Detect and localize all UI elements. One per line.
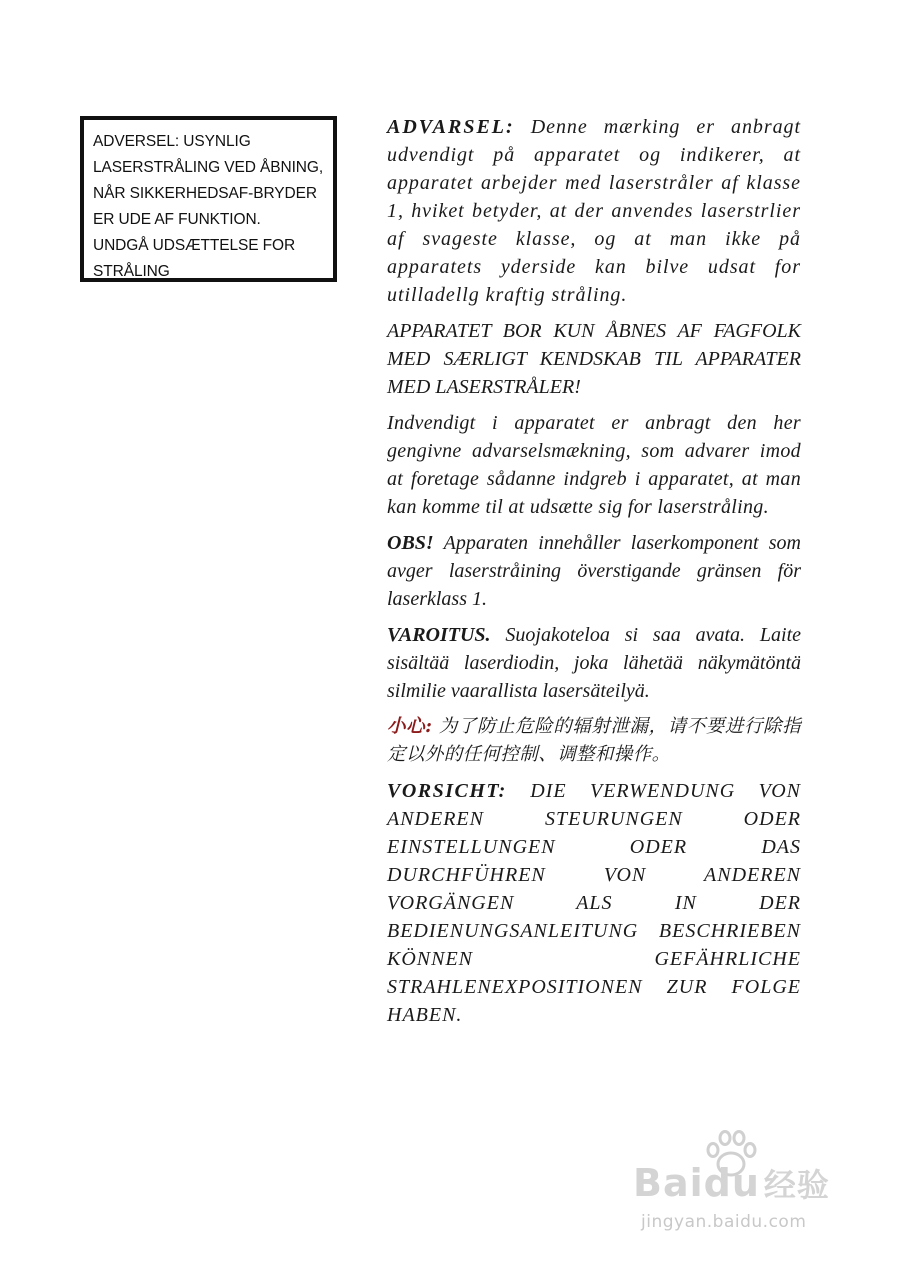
vorsicht-line: STRAHLENEXPOSITIONEN ZUR FOLGE	[387, 976, 801, 998]
indvendigt-text: Indvendigt i apparatet er anbragt den her gengivne advarselsmækning, som advarer imod at foretage sådanne indgreb i apparatet, at man kan komme til at udsætte sig for laserstråling.	[387, 412, 801, 518]
varoitus-text: Suojakoteloa si saa avata. Laite sisältää laserdiodin, joka lähetää näkymätöntä silmilie vaarallista lasersäteilyä.	[387, 624, 802, 702]
apparatet-text: APPARATET BOR KUN ÅBNES AF FAGFOLK MED SÆRLIGT KENDSKAB TIL APPARATER MED LASERSTRÅLER!	[387, 320, 801, 398]
vorsicht-first-line: DIE VERWENDUNG VON	[530, 780, 801, 802]
warning-line: ADVERSEL: USYNLIG	[93, 133, 251, 150]
warning-line: UNDGÅ UDSÆTTELSE FOR	[93, 237, 296, 254]
paragraph-indvendigt	[387, 409, 801, 521]
advarsel-lead: ADVARSEL:	[387, 116, 515, 138]
vorsicht-line	[387, 777, 801, 805]
laser-warning-label	[80, 116, 337, 282]
vorsicht-line: EINSTELLUNGEN ODER DAS	[387, 836, 801, 858]
warning-line: NÅR SIKKERHEDSAF-BRYDER	[93, 185, 317, 202]
vorsicht-line: VORGÄNGEN ALS IN DER	[387, 892, 801, 914]
paragraph-varoitus	[387, 621, 801, 705]
watermark-brand-cn: 经验	[763, 1166, 830, 1204]
paragraph-apparatet	[387, 317, 801, 401]
warning-text-column	[387, 113, 801, 1037]
paragraph-advarsel	[387, 113, 801, 309]
vorsicht-lead: VORSICHT:	[387, 780, 507, 802]
baidu-watermark	[623, 1130, 853, 1240]
vorsicht-line: ANDEREN STEURUNGEN ODER	[387, 808, 801, 830]
warning-line: ER UDE AF FUNKTION.	[93, 211, 261, 228]
watermark-brand-en: Baidu	[633, 1161, 760, 1205]
paragraph-vorsicht	[387, 777, 801, 1029]
warning-line: STRÅLING	[93, 263, 170, 280]
xiaoxin-text: 为了防止危险的辐射泄漏，请不要进行除指定以外的任何控制、调整和操作。	[387, 716, 801, 765]
advarsel-text: Denne mærking er anbragt udvendigt på apparatet og indikerer, at apparatet arbejder med laserstråler af klasse 1, hviket betyder, at der anvendes laserstrlier af svageste klasse, og at man ikke på apparatets yderside kan bilve udsat for utilladellg kraftig stråling.	[387, 116, 801, 306]
vorsicht-line: KÖNNEN GEFÄHRLICHE	[387, 948, 801, 970]
vorsicht-line: DURCHFÜHREN VON ANDEREN	[387, 864, 801, 886]
vorsicht-line: HABEN.	[387, 1004, 463, 1026]
vorsicht-line: BEDIENUNGSANLEITUNG BESCHRIEBEN	[387, 920, 801, 942]
watermark-brand	[633, 1160, 830, 1206]
obs-lead: OBS!	[387, 532, 434, 554]
warning-line: LASERSTRÅLING VED ÅBNING,	[93, 159, 324, 176]
watermark-url: jingyan.baidu.com	[641, 1212, 807, 1232]
xiaoxin-lead: 小心:	[387, 716, 433, 737]
paragraph-obs	[387, 529, 801, 613]
varoitus-lead: VAROITUS.	[387, 624, 491, 646]
obs-text: Apparaten innehåller laserkomponent som avger laserstråining överstigande gränsen för laserklass 1.	[387, 532, 802, 610]
paragraph-xiaoxin	[387, 713, 801, 769]
